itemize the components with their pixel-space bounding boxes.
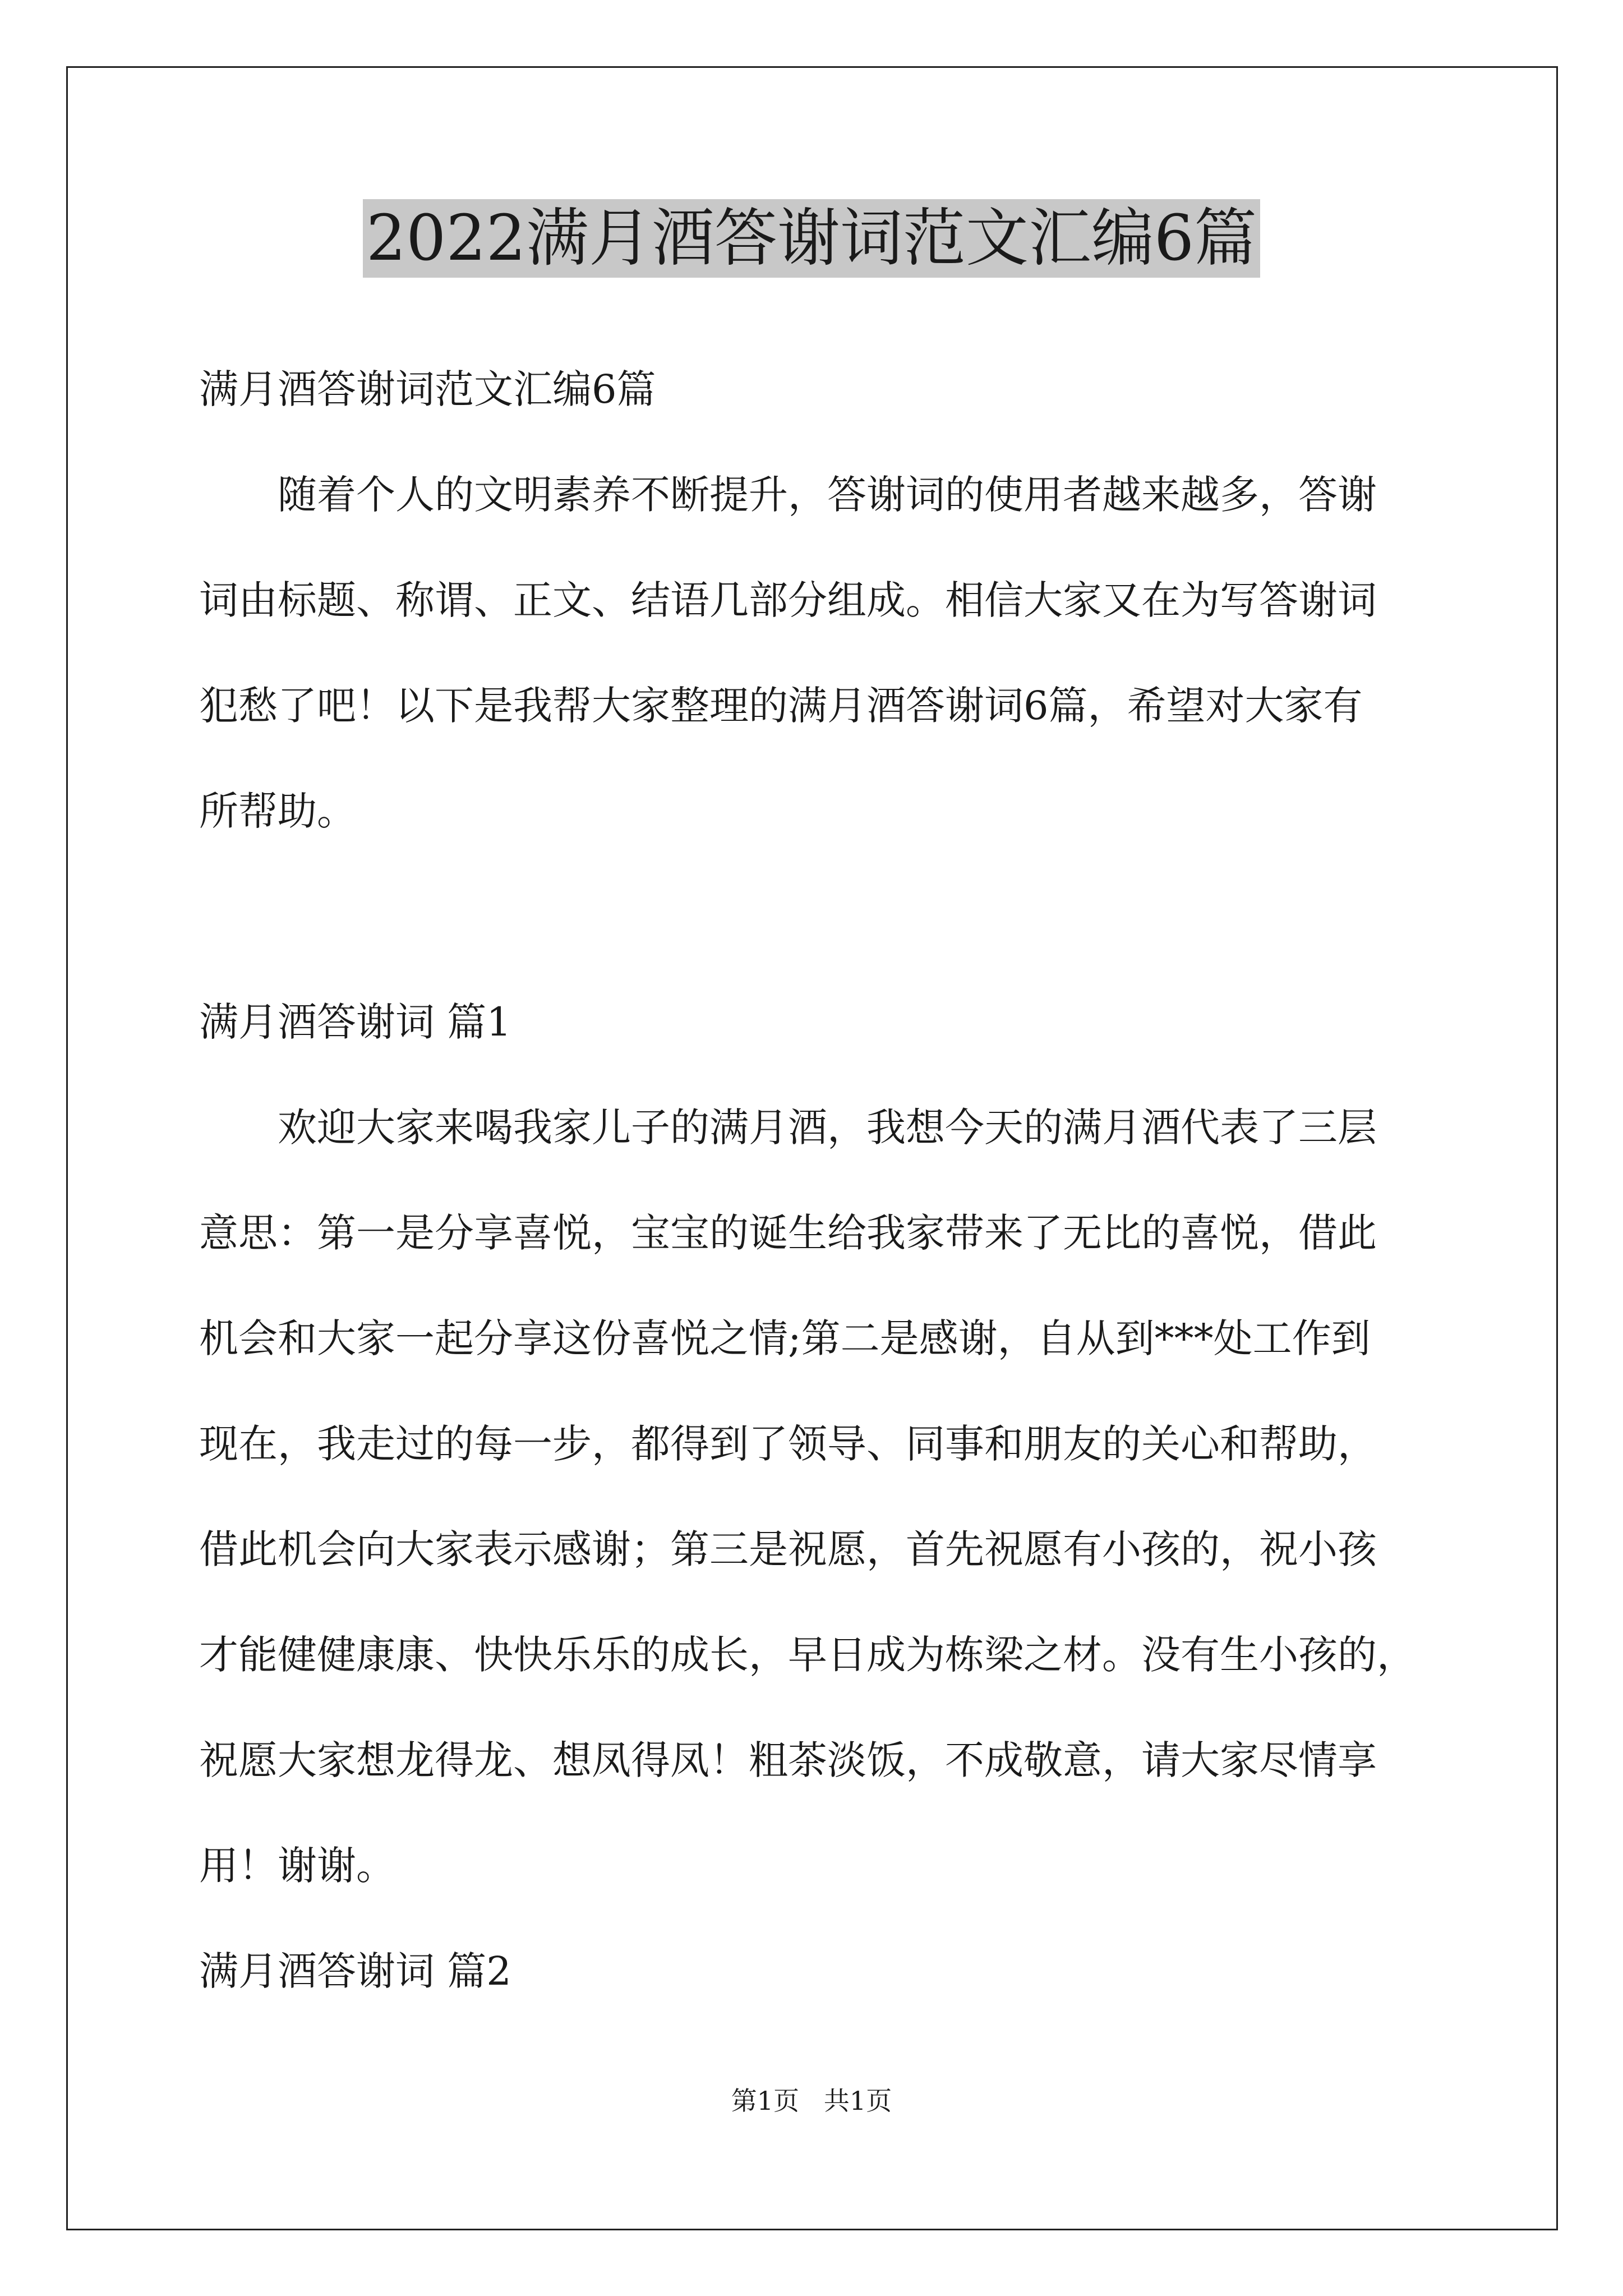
intro-line: 词由标题、称谓、正文、结语几部分组成。相信大家又在为写答谢词 — [199, 577, 1377, 623]
section1-line: 祝愿大家想龙得龙、想凤得凤！粗茶淡饭，不成敬意，请大家尽情享 — [199, 1737, 1377, 1783]
title-wrap — [0, 199, 1623, 278]
page-footer: 第1页 共1页 — [731, 2086, 892, 2116]
intro-line: 犯愁了吧！以下是我帮大家整理的满月酒答谢词6篇，希望对大家有 — [199, 683, 1363, 729]
section1-line: 现在，我走过的每一步，都得到了领导、同事和朋友的关心和帮助， — [199, 1421, 1377, 1467]
document-subtitle: 满月酒答谢词范文汇编6篇 — [199, 366, 656, 412]
section1-line: 借此机会向大家表示感谢；第三是祝愿，首先祝愿有小孩的，祝小孩 — [199, 1526, 1377, 1572]
section1-line: 欢迎大家来喝我家儿子的满月酒，我想今天的满月酒代表了三层 — [278, 1105, 1377, 1151]
section1-line: 机会和大家一起分享这份喜悦之情;第二是感谢，自从到***处工作到 — [199, 1315, 1371, 1361]
section1-line: 意思：第一是分享喜悦，宝宝的诞生给我家带来了无比的喜悦，借此 — [199, 1210, 1377, 1256]
document-title: 2022满月酒答谢词范文汇编6篇 — [363, 199, 1260, 278]
section1-line: 用！谢谢。 — [199, 1843, 395, 1889]
spacer — [199, 864, 1433, 969]
intro-line: 所帮助。 — [199, 788, 356, 834]
section-heading-2: 满月酒答谢词 篇2 — [199, 1948, 511, 1994]
section1-line: 才能健健康康、快快乐乐的成长，早日成为栋梁之材。没有生小孩的， — [199, 1632, 1416, 1678]
section-heading-1: 满月酒答谢词 篇1 — [199, 999, 511, 1045]
document-body — [199, 337, 1433, 2024]
intro-line: 随着个人的文明素养不断提升，答谢词的使用者越来越多，答谢 — [278, 472, 1377, 518]
